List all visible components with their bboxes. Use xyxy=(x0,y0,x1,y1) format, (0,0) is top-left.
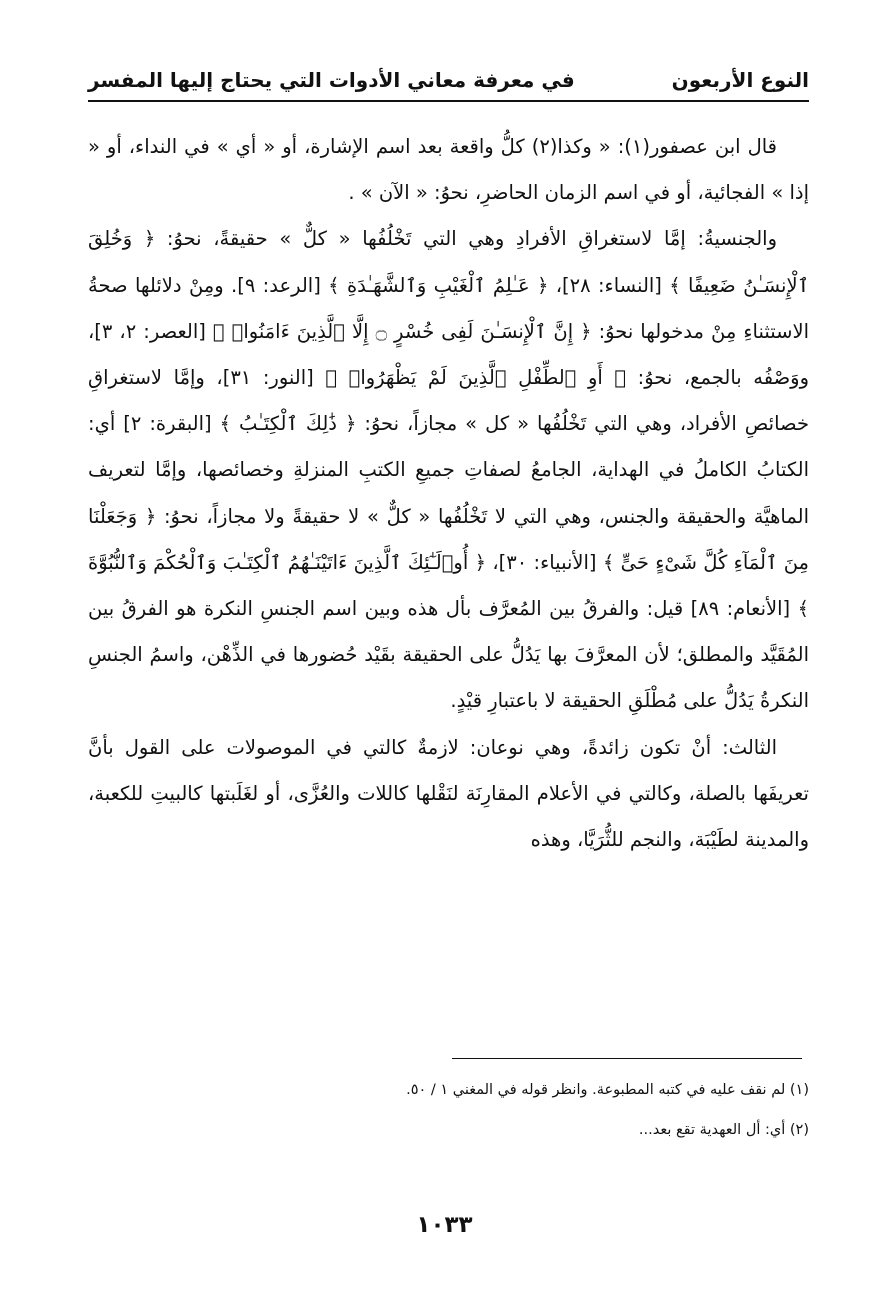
footnotes xyxy=(88,1070,809,1150)
chapter-heading: النوع الأربعون xyxy=(671,68,809,92)
paragraph: قال ابن عصفور(١): « وكذا(٢) كلُّ واقعة بعد اسم الإشارة، أو « أي » في النداء، أو « إذا » الفجائية، أو في اسم الزمان الحاضرِ، نحوُ: « الآن » . xyxy=(88,135,809,205)
footnote: (١) لم نقف عليه في كتبه المطبوعة. وانظر قوله في المغني ١ / ٥٠. xyxy=(406,1082,809,1098)
page-number: ١٠٣٣ xyxy=(416,1212,473,1238)
paragraph: الثالث: أنْ تكون زائدةً، وهي نوعان: لازمةٌ كالتي في الموصولات على القول بأنَّ تعريفَها بالصلة، وكالتي في الأعلام المقارِنَة لنَقْلها كاللات والعُزَّى، أو لغَلَبتها كالبيتِ للكعبة، والمدينة لطَيْبَة، والنجم للثُّرَيَّا، وهذه xyxy=(88,735,809,852)
section-heading: في معرفة معاني الأدوات التي يحتاج إليها المفسر xyxy=(88,68,575,92)
footnote-rule xyxy=(452,1058,802,1059)
header-rule xyxy=(88,100,809,102)
running-header xyxy=(88,58,809,92)
body-text xyxy=(88,124,809,863)
footnote: (٢) أي: أل العهدية تقع بعد... xyxy=(638,1122,809,1138)
paragraph: والجنسيةُ: إمَّا لاستغراقِ الأفرادِ وهي التي تَخْلُفُها « كلٌّ » حقيقةً، نحوُ: ﴿ وَخُلِقَ ٱلْإِنسَـٰنُ ضَعِيفًا ﴾ [النساء: ٢٨]، ﴿ عَـٰلِمُ ٱلْغَيْبِ وَٱلشَّهَـٰدَةِ ﴾ [الرعد: ٩]. ومِنْ دلائلها صحةُ الاستثناءِ مِنْ مدخولها نحوُ: ﴿ إِنَّ ٱلْإِنسَـٰنَ لَفِى خُسْرٍ ۝ إِلَّا ٱلَّذِينَ ءَامَنُوا۟ ﴾ [العصر: ٢، ٣]، ووَصْفُه بالجمع، نحوُ: ﴿ أَوِ ٱلطِّفْلِ ٱلَّذِينَ لَمْ يَظْهَرُوا۟ ﴾ [النور: ٣١]، وإمَّا لاستغراقِ خصائصِ الأفراد، وهي التي تَخْلُفُها « كل » مجازاً، نحوُ: ﴿ ذَٰلِكَ ٱلْكِتَـٰبُ ﴾ [البقرة: ٢] أي: الكتابُ الكاملُ في الهداية، الجامعُ لصفاتِ جميعِ الكتبِ المنزلةِ وخصائصها، وإمَّا لتعريف الماهيَّة والحقيقة والجنس، وهي التي لا تَخْلُفُها « كلٌّ » لا حقيقةً ولا مجازاً، نحوُ: ﴿ وَجَعَلْنَا مِنَ ٱلْمَآءِ كُلَّ شَىْءٍ حَىٍّ ﴾ [الأنبياء: ٣٠]، ﴿ أُو۟لَـٰٓئِكَ ٱلَّذِينَ ءَاتَيْنَـٰهُمُ ٱلْكِتَـٰبَ وَٱلْحُكْمَ وَٱلنُّبُوَّةَ ﴾ [الأنعام: ٨٩] قيل: والفرقُ بين المُعرَّف بأل هذه وبين اسم الجنسِ النكرة هو الفرقُ بين المُقَيَّد والمطلق؛ لأن المعرَّفَ بها يَدُلُّ على الحقيقة بقَيْد حُضورها في الذِّهْن، واسمُ الجنسِ النكرةُ يَدُلُّ على مُطْلَقِ الحقيقة لا باعتبارِ قيْدٍ. xyxy=(88,227,810,713)
